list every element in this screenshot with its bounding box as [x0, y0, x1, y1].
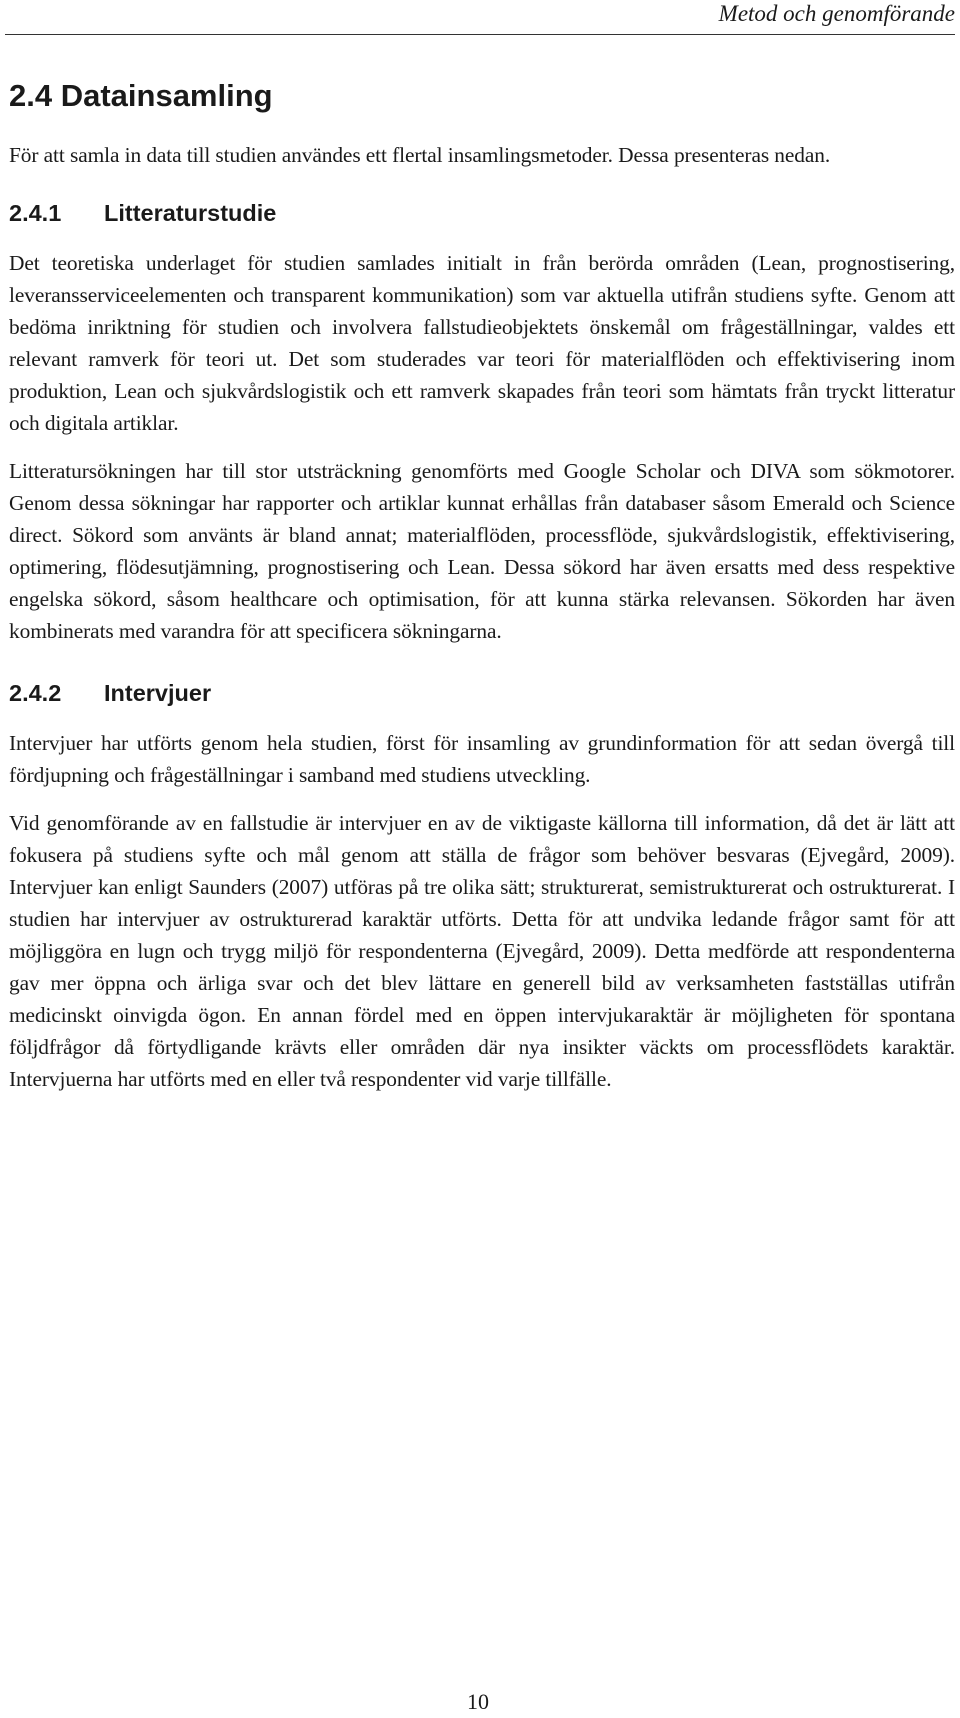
section-intro: För att samla in data till studien användes ett flertal insamlingsmetoder. Dessa presenteras nedan.	[9, 143, 831, 167]
subsection-heading-intervjuer	[9, 677, 955, 709]
subsection-title: Litteraturstudie	[104, 200, 277, 226]
subsection-title: Intervjuer	[104, 680, 212, 706]
paragraph: Det teoretiska underlaget för studien samlades initialt in från berörda områden (Lean, prognostisering, leveransserviceelementen och transparent kommunikation) som var aktuella utifrån studiens syfte. Genom att bedöma inriktning för studien och involvera fallstudieobjektets önskemål om frågeställningar, valdes ett relevant ramverk för teori ut. Det som studerades var teori för materialflöden och effektivisering inom produktion, Lean och sjukvårdslogistik och ett ramverk skapades från teori som hämtats från tryckt litteratur och digitala artiklar.	[9, 251, 955, 435]
section-heading: 2.4 Datainsamling	[9, 78, 273, 113]
subsection-heading-litteraturstudie	[9, 197, 955, 229]
paragraph: Litteratursökningen har till stor utsträckning genomförts med Google Scholar och DIVA som sökmotorer. Genom dessa sökningar har rapporter och artiklar kunnat erhållas från databaser såsom Emerald och Science direct. Sökord som använts är bland annat; materialflöden, processflöde, sjukvårdslogistik, effektivisering, optimering, flödesutjämning, prognostisering och Lean. Dessa sökord har även ersatts med dess respektive engelska sökord, såsom healthcare och optimisation, för att kunna stärka relevansen. Sökorden har även kombinerats med varandra för att specificera sökningarna.	[9, 459, 955, 643]
paragraph: Vid genomförande av en fallstudie är intervjuer en av de viktigaste källorna till information, då det är lätt att fokusera på studiens syfte och mål genom att ställa de frågor som behöver besvaras (Ejvegård, 2009). Intervjuer kan enligt Saunders (2007) utföras på tre olika sätt; strukturerat, semistrukturerat och ostrukturerat. I studien har intervjuer av ostrukturerad karaktär utförts. Detta för att undvika ledande frågor samt för att möjliggöra en lugn och trygg miljö för respondenterna (Ejvegård, 2009). Detta medförde att respondenterna gav mer öppna och ärliga svar och det blev lättare en generell bild av verksamheten fastställas utifrån medicinskt oinvigda ögon. En annan fördel med en öppen intervjukaraktär är möjligheten för spontana följdfrågor då förtydligande krävts eller områden där nya insikter väckts om processflödets karaktär. Intervjuerna har utförts med en eller två respondenter vid varje tillfälle.	[9, 811, 955, 1091]
document-page	[9, 0, 955, 1718]
subsection-number: 2.4.2	[9, 680, 62, 706]
running-head: Metod och genomförande	[718, 1, 955, 26]
paragraph: Intervjuer har utförts genom hela studien, först för insamling av grundinformation för att sedan övergå till fördjupning och frågeställningar i samband med studiens utveckling.	[9, 731, 955, 787]
subsection-number: 2.4.1	[9, 200, 62, 226]
header-rule	[5, 34, 955, 35]
page-number: 10	[467, 1689, 489, 1714]
page-content	[9, 68, 955, 1111]
